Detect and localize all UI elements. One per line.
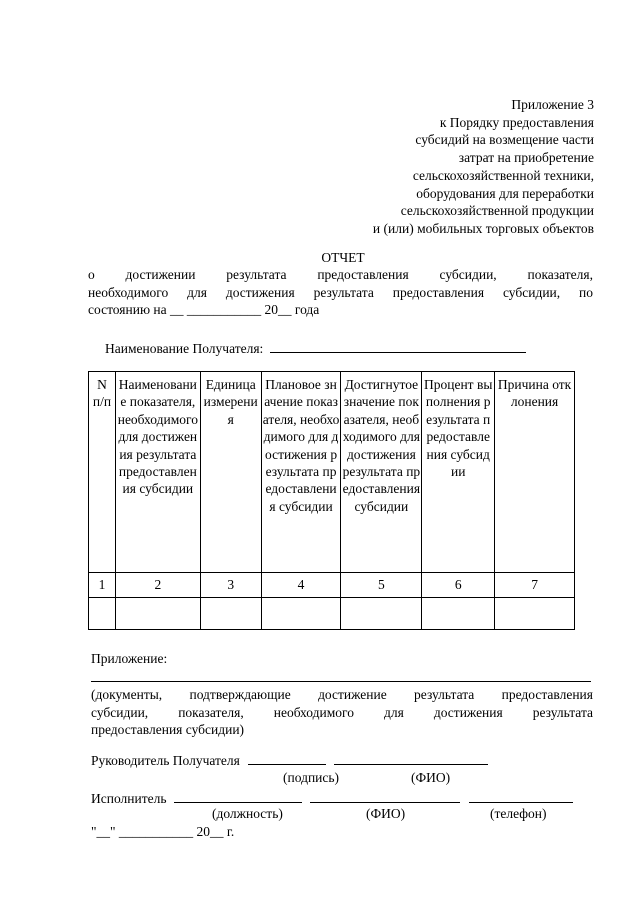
table-cell[interactable] [115, 598, 200, 630]
report-intro [88, 266, 593, 319]
table-row [89, 598, 575, 630]
recipient-blank[interactable] [270, 340, 526, 353]
appendix-line: Приложение 3 [511, 97, 594, 112]
intro-line: необходимого для достижения результата предоставления субсидии, по [88, 284, 593, 300]
table-header-cell: Единица измерения [200, 372, 261, 573]
executor-position-blank[interactable] [174, 790, 302, 803]
table-cell[interactable] [89, 598, 116, 630]
head-signature-row [91, 752, 488, 769]
attachment-label: Приложение: [91, 651, 168, 666]
recipient-field [105, 340, 526, 357]
table-header-cell: Процент выполнения результата предоставления субсидии [422, 372, 495, 573]
report-title: ОТЧЕТ [321, 250, 365, 265]
table-cell[interactable] [261, 598, 341, 630]
column-number: 7 [495, 573, 575, 598]
date-line: "__" ___________ 20__ г. [91, 824, 235, 839]
appendix-header [373, 96, 594, 238]
table-header-row [89, 372, 575, 573]
column-number: 3 [200, 573, 261, 598]
executor-name-hint: (ФИО) [366, 806, 406, 821]
table-cell[interactable] [200, 598, 261, 630]
appendix-line: затрат на приобретение [458, 150, 594, 166]
recipient-label: Наименование Получателя: [105, 341, 264, 356]
column-number: 1 [89, 573, 116, 598]
executor-label: Исполнитель [91, 791, 167, 806]
head-sign-hint: (подпись) [283, 770, 340, 785]
column-number: 6 [422, 573, 495, 598]
executor-phone-blank[interactable] [469, 790, 573, 803]
table-cell[interactable] [341, 598, 422, 630]
executor-name-blank[interactable] [310, 790, 460, 803]
attachment-note-line: субсидии, показателя, необходимого для достижения результата [91, 704, 593, 720]
column-number: 5 [341, 573, 422, 598]
intro-line: о достижении результата предоставления субсидии, показателя, [88, 267, 593, 282]
appendix-line: к Порядку предоставления [439, 114, 594, 130]
table-header-cell: Наименование показателя, необходимого для достижения результата предоставления субсидии [115, 372, 200, 573]
appendix-line: и (или) мобильных торговых объектов [372, 220, 594, 236]
table-header-cell: N п/п [89, 372, 116, 573]
attachment-note-line: предоставления субсидии) [91, 722, 245, 738]
appendix-line: сельскохозяйственной продукции [400, 203, 594, 219]
attachment-blank[interactable] [91, 681, 591, 682]
report-table [88, 371, 575, 630]
table-cell[interactable] [422, 598, 495, 630]
column-number: 4 [261, 573, 341, 598]
attachment-note-line: (документы, подтверждающие достижение результата предоставления [91, 687, 593, 702]
head-label: Руководитель Получателя [91, 753, 240, 768]
head-name-hint: (ФИО) [411, 770, 451, 785]
executor-position-hint: (должность) [212, 806, 283, 821]
executor-phone-hint: (телефон) [490, 806, 547, 821]
column-number: 2 [115, 573, 200, 598]
appendix-line: сельскохозяйственной техники, [412, 167, 594, 183]
table-header-cell: Достигнутое значение показателя, необходимого для достижения результата предоставления субсидии [341, 372, 422, 573]
intro-line: состоянию на __ ___________ 20__ года [88, 302, 320, 318]
table-row [89, 573, 575, 598]
table-header-cell: Плановое значение показателя, необходимого для достижения результата предоставления субсидии [261, 372, 341, 573]
executor-signature-row [91, 790, 573, 807]
appendix-line: субсидий на возмещение части [415, 132, 594, 148]
head-signature-blank[interactable] [248, 752, 326, 765]
table-cell[interactable] [495, 598, 575, 630]
table-header-cell: Причина отклонения [495, 372, 575, 573]
head-name-blank[interactable] [334, 752, 488, 765]
attachment-note [91, 686, 593, 739]
appendix-line: оборудования для переработки [416, 185, 594, 201]
